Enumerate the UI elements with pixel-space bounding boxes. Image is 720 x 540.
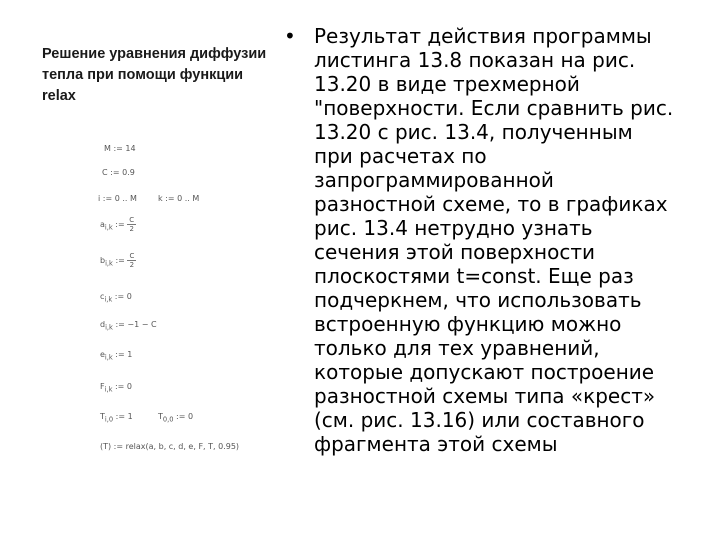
formula-b-symbol: b	[100, 256, 106, 265]
formula-t-value: := 1	[115, 412, 133, 421]
bullet-marker: •	[284, 24, 296, 48]
formula-listing	[96, 138, 256, 468]
formula-a-numerator: C	[129, 216, 135, 224]
formula-b-equals: :=	[115, 256, 125, 265]
formula-b-subscript: i,k	[105, 259, 113, 268]
formula-f-value: := 0	[114, 382, 133, 391]
formula-relax-call: (T) := relax(a, b, c, d, e, F, T, 0.95)	[100, 442, 240, 451]
slide-title: Решение уравнения диффузии тепла при помощи функции relax	[42, 46, 267, 104]
formula-e-value: := 1	[115, 350, 133, 359]
formula-c-value: := 0	[114, 292, 132, 301]
formula-e-subscript: i,k	[104, 353, 113, 362]
formula-t-boundary-value: := 0	[176, 412, 194, 421]
formula-t-boundary	[158, 412, 193, 425]
formula-b-coefficient	[100, 252, 136, 269]
formula-a-symbol: a	[100, 220, 105, 229]
formula-f-coefficient	[100, 382, 132, 395]
formula-e-coefficient	[100, 350, 132, 363]
formula-a-coefficient	[100, 216, 136, 233]
formula-a-denominator: 2	[129, 225, 134, 233]
formula-b-fraction	[127, 252, 136, 269]
formula-t-subscript: i,0	[104, 415, 114, 424]
formula-t-initial	[100, 412, 133, 425]
formula-d-subscript: i,k	[105, 323, 113, 332]
formula-d-symbol: d	[100, 320, 106, 329]
formula-a-fraction	[127, 216, 136, 233]
bullet-paragraph: Результат действия программы листинга 13.8 показан на рис. 13.20 в виде трехмерной "поверхности. Если сравнить рис. 13.20 с рис. 13.4, полученным при расчетах по запрограммированной разностной схеме, то в графиках рис. 13.4 нетрудно узнать сечения этой поверхности плоскостями t=const. Еще раз подчеркнем, что использовать встроенную функцию можно только для тех уравнений, которые допускают построение разностной схемы типа «крест» (см. рис. 13.16) или составного фрагмента этой схемы	[314, 24, 674, 456]
formula-d-coefficient	[100, 320, 157, 333]
formula-c-symbol: c	[100, 292, 105, 301]
formula-f-subscript: i,k	[104, 385, 113, 394]
formula-m-definition: M := 14	[104, 144, 136, 153]
formula-d-value: := −1 − C	[115, 320, 157, 329]
formula-f-symbol: F	[100, 382, 105, 391]
formula-b-numerator: C	[129, 252, 135, 260]
formula-a-subscript: i,k	[104, 223, 113, 232]
formula-k-range: k := 0 .. M	[158, 194, 200, 203]
formula-e-symbol: e	[100, 350, 105, 359]
formula-i-range: i := 0 .. M	[98, 194, 137, 203]
formula-c-subscript: i,k	[104, 295, 113, 304]
formula-t-boundary-symbol: T	[158, 412, 163, 421]
formula-t-symbol: T	[100, 412, 105, 421]
formula-a-equals: :=	[115, 220, 125, 229]
formula-c-definition: C := 0.9	[102, 168, 135, 177]
formula-c-coefficient	[100, 292, 132, 305]
formula-b-denominator: 2	[129, 261, 135, 269]
formula-t-boundary-subscript: 0,0	[162, 415, 174, 424]
